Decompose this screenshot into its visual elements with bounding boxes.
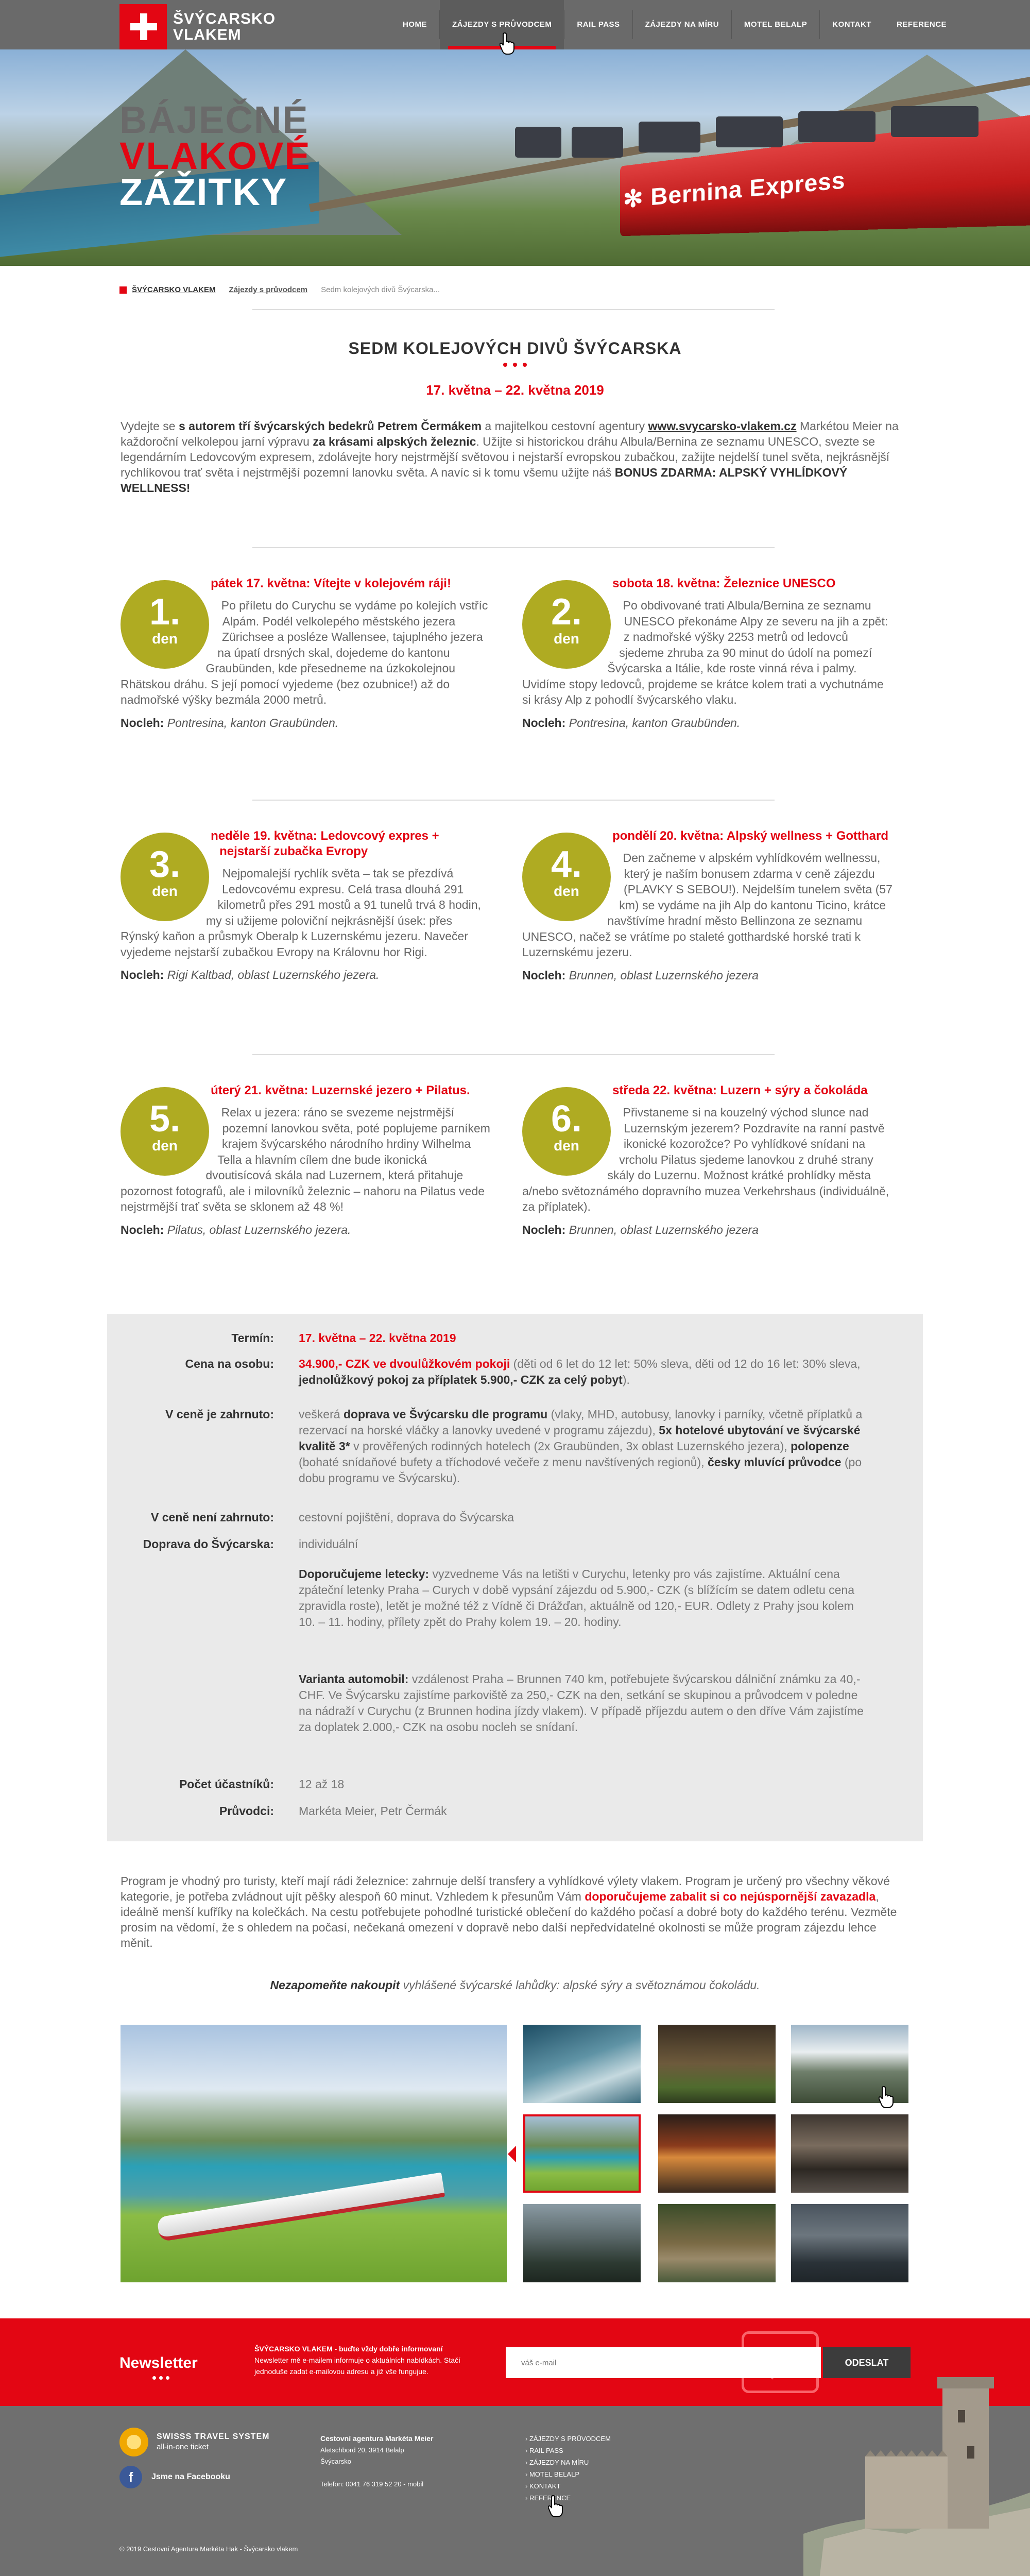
footer-link[interactable]: › ZÁJEZDY S PRŮVODCEM xyxy=(525,2433,611,2445)
logo[interactable] xyxy=(119,4,276,49)
footer-link[interactable]: › MOTEL BELALP xyxy=(525,2468,611,2480)
day-overnight: Nocleh: Brunnen, oblast Luzernského jezera xyxy=(522,968,759,982)
nav-rail-pass[interactable]: RAIL PASS xyxy=(577,20,620,29)
copyright: © 2019 Cestovní Agentura Markéta Hak - Švýcarsko vlakem xyxy=(119,2545,298,2553)
train-label: ✻ Bernina Express xyxy=(623,166,846,213)
day-block-6 xyxy=(522,1083,893,1238)
footer-link[interactable]: › ZÁJEZDY NA MÍRU xyxy=(525,2456,611,2468)
castle-image xyxy=(803,2364,1030,2576)
sun-icon xyxy=(119,2428,148,2456)
day-description: Přivstaneme si na kouzelný východ slunce nad Luzernským jezerem? Pozdravíte na ranní pastvě ikonické kozorožce? Po vyhlídkové snídani na vrcholu Pilatus sjedeme lanovkou z druhé strany skály do Luzernu. Možnost krátké prohlídky města a/nebo světoznámého dopravního muzea Verkehrshaus (individuálně, za příplatek). xyxy=(522,1106,889,1213)
day-overnight: Nocleh: Brunnen, oblast Luzernského jezera xyxy=(522,1223,759,1236)
hand-cursor-icon xyxy=(500,32,517,55)
page-title: SEDM KOLEJOVÝCH DIVŮ ŠVÝCARSKA xyxy=(348,339,682,358)
nav-contact[interactable]: KONTAKT xyxy=(832,20,872,29)
gallery-thumb-selected[interactable] xyxy=(523,2114,641,2193)
footer-address: Cestovní agentura Markéta Meier Aletschbord 20, 3914 Belalp Švýcarsko Telefon: 0041 76 319 52 20 - mobil xyxy=(320,2434,434,2488)
day-number-badge: 5. den xyxy=(121,1087,209,1176)
day-heading: středa 22. května: Luzern + sýry a čokoláda xyxy=(612,1083,868,1097)
gallery-thumb[interactable] xyxy=(791,2114,908,2193)
day-description: Po obdivované trati Albula/Bernina ze seznamu UNESCO překonáme Alpy ze severu na jih a zpět: z nadmořské výšky 2253 metrů od ledovců sjedeme zhruba za 90 minut do údolí na pomezí Švýcarska a Itálie, kde roste vinná réva i palmy. Uvidíme stopy ledovců, projdeme se krátce kolem trati a vychutnáme si krásy Alp z pohodlí švýcarského vlaku. xyxy=(522,599,888,706)
newsletter-title: Newsletter xyxy=(119,2354,198,2371)
nav-motel-belalp[interactable]: MOTEL BELALP xyxy=(744,20,808,29)
gallery-thumb[interactable] xyxy=(658,2114,776,2193)
divider xyxy=(252,800,775,801)
day-number-badge: 2. den xyxy=(522,580,611,669)
footer-link[interactable]: › RAIL PASS xyxy=(525,2445,611,2456)
breadcrumb-tours[interactable]: Zájezdy s průvodcem xyxy=(229,285,308,294)
trip-info-box xyxy=(107,1314,923,1841)
newsletter-text: ŠVÝCARSKO VLAKEM - buďte vždy dobře informovaní Newsletter mě e-mailem informuje o aktuálních nabídkách. Stačí jednoduše zadat e-mailovou adresu a již vše fungujue. xyxy=(254,2345,460,2376)
day-heading: úterý 21. května: Luzernské jezero + Pilatus. xyxy=(211,1083,470,1097)
shopping-note: Nezapomeňte nakoupit vyhlášené švýcarské lahůdky: alpské sýry a světoznámou čokoládu. xyxy=(270,1978,760,1992)
nav-guided-tours[interactable]: ZÁJEZDY S PRŮVODCEM xyxy=(440,0,564,49)
day-description: Po příletu do Curychu se vydáme po kolejích vstříc Alpám. Podél velkolepého městského jezera Zürichsee a posléze Wallensee, tajuplného jezera na úpatí drsných skal, dojedeme do kantonu Graubünden, kde přesedneme na úzkokolejnou Rhätskou dráhu. S její pomocí vyjedeme (bez ozubnice!) až do nadmořské výšky bezmála 2000 metrů. xyxy=(121,599,488,706)
breadcrumb xyxy=(119,285,440,294)
info-row-guides: Průvodci: Markéta Meier, Petr Čermák xyxy=(219,1804,447,1818)
facebook-icon: f xyxy=(119,2466,142,2488)
facebook-link[interactable]: f Jsme na Facebooku xyxy=(119,2466,230,2488)
divider xyxy=(252,309,775,310)
info-row-price: Cena na osobu: 34.900,- CZK ve dvoulůžkovém pokoji (děti od 6 let do 12 let: 50% sleva, děti od 12 do 16 let: 30% sleva, jednolůžkový pokoj za příplatek 5.900,- CZK za celý pobyt). xyxy=(185,1357,861,1386)
nav-custom-tours[interactable]: ZÁJEZDY NA MÍRU xyxy=(645,20,719,29)
flag-icon xyxy=(119,286,127,294)
day-block-3 xyxy=(121,828,491,983)
trip-notes: Program je vhodný pro turisty, kteří mají rádi železnice: zahrnuje delší transfery a vyhlídkové výlety vlakem. Program je určený pro všechny věkové kategorie, je potřeba zvládnout ujít pěšky alespoň 60 minut. Vzhledem k přesunům Vám doporučujeme zabalit si co nejúspornější zavazadla, ideálně menší kufříky na kolečkách. Na cestu potřebujete pohodlné turistické oblečení do každého počasí a dobré boty do každého terénu. Vezměte prosím na vědomí, že s ohledem na počasí, nečekaná omezení v dopravě nebo další nepředvídatelné okolnosti se může program zájezdu lehce měnit. xyxy=(121,1874,897,1950)
day-number-badge: 4. den xyxy=(522,833,611,921)
day-number-badge: 6. den xyxy=(522,1087,611,1176)
gallery-pointer-icon xyxy=(508,2146,516,2162)
title-dots xyxy=(503,363,527,367)
trip-date: 17. května – 22. května 2019 xyxy=(426,382,604,398)
divider xyxy=(252,1054,775,1055)
divider xyxy=(252,547,775,548)
hand-cursor-icon xyxy=(548,2495,565,2517)
info-row-not-included: V ceně není zahrnuto: cestovní pojištění, doprava do Švýcarska xyxy=(151,1511,514,1524)
day-block-1 xyxy=(121,576,491,731)
day-overnight: Nocleh: Pilatus, oblast Luzernského jezera. xyxy=(121,1223,351,1236)
newsletter-email-input[interactable] xyxy=(506,2347,821,2378)
day-description: Relax u jezera: ráno se svezeme nejstrmější pozemní lanovkou světa, poté poplujeme parníkem krajem švýcarského národního hrdiny Wilhelma Tella a hlavním cílem dne bude ikonická dvoutisícová skála nad Luzernem, která přitahuje pozornost fotografů, ale i milovníků železnic – nahoru na Pilatus vede nejstrmější trať světa se sklonem až 48 %! xyxy=(121,1106,490,1213)
day-overnight: Nocleh: Rigi Kaltbad, oblast Luzernského jezera. xyxy=(121,968,380,981)
gallery-thumb[interactable] xyxy=(523,2025,641,2103)
gallery-thumb[interactable] xyxy=(523,2204,641,2282)
nav-reference[interactable]: REFERENCE xyxy=(897,20,947,29)
day-overnight: Nocleh: Pontresina, kanton Graubünden. xyxy=(522,716,741,730)
day-block-4 xyxy=(522,828,893,983)
footer-link[interactable]: › KONTAKT xyxy=(525,2480,611,2492)
newsletter-dots xyxy=(152,2376,169,2380)
gallery-thumb[interactable] xyxy=(658,2025,776,2103)
info-row-flight: Doporučujeme letecky: vyzvedneme Vás na letišti v Curychu, letenky pro vás zajistíme. Aktuální cena zpáteční letenky Praha – Curych v době vypsání zájezdu od 5.900,- CZK (s blížícím se datem odletu cena zpravidla roste), letět je možné též z Vídně či Drážďan, aktuálně od 120,- EUR. Odlety z Prahy jsou kolem 10. – 11. hodiny, přílety zpět do Prahy kolem 19. – 20. hodiny. xyxy=(299,1567,855,1629)
nav-home[interactable]: HOME xyxy=(403,20,427,29)
main-nav xyxy=(390,0,959,49)
day-block-5 xyxy=(121,1083,491,1238)
day-heading: pondělí 20. května: Alpský wellness + Gotthard xyxy=(612,829,889,843)
footer-links xyxy=(525,2433,611,2504)
info-row-included: V ceně je zahrnuto: veškerá doprava ve Švýcarsku dle programu (vlaky, MHD, autobusy, lanovky i parníky, včetně příplatků a rezervací na horské vláčky a lanovky uvedené v programu zájezdu), 5x hotelové ubytování ve švýcarské kvalitě 3* v prověřených rodinných hotelech (2x Graubünden, 3x oblast Luzernského jezera), polopenze (bohaté snídaňové bufety a tříchodové večeře z menu navštívených regionů), česky mluvící průvodce (po dobu programu ve Švýcarsku). xyxy=(165,1408,863,1485)
footer-link[interactable]: › REFERENCE xyxy=(525,2492,611,2504)
day-block-2 xyxy=(522,576,893,731)
gallery-main-image[interactable] xyxy=(121,2025,507,2282)
trip-intro: Vydejte se s autorem tří švýcarských bedekrů Petrem Čermákem a majitelkou cestovní agentury www.svycarsko-vlakem.cz Markétou Meier na každoroční velkolepou jarní výpravu za krásami alpských železnic. Užijte si historickou dráhu Albula/Bernina ze seznamu UNESCO, svezte se legendárním Ledovcovým expresem, zdolávejte hory nejstrmější světovou i nejstarší evropskou zubačkou, zažijte nejdelší tunel světa, nejkrásnější rychlíkovou trať světa i nejstrmější pozemní lanovku světa. A navíc si k tomu všemu užijte náš BONUS ZDARMA: ALPSKÝ VYHLÍDKOVÝ WELLNESS! xyxy=(121,419,899,495)
hand-cursor-icon xyxy=(879,2086,896,2108)
info-row-term: Termín: 17. května – 22. května 2019 xyxy=(231,1331,456,1345)
day-heading: pátek 17. května: Vítejte v kolejovém ráji! xyxy=(211,577,451,590)
day-heading: sobota 18. května: Železnice UNESCO xyxy=(612,577,836,590)
logo-text: ŠVÝCARSKO VLAKEM xyxy=(173,10,276,43)
info-row-participants: Počet účastníků: 12 až 18 xyxy=(179,1777,345,1791)
gallery-thumb[interactable] xyxy=(791,2204,908,2282)
day-description: Nejpomalejší rychlík světa – tak se přezdívá Ledovcovému expresu. Celá trasa dlouhá 291 kilometrů přes 291 mostů a 91 tunelů trvá 8 hodin, my si užijeme poloviční nejkrásnější úsek: přes Rýnský kaňon a průsmyk Oberalp k Luzernskému jezeru. Navečer vyjedeme nejstarší zubačkou Evropy na Královnu hor Rigi. xyxy=(121,867,481,959)
swiss-travel-system-logo[interactable]: SWISSS TRAVEL SYSTEM all-in-one ticket xyxy=(119,2428,269,2456)
hero-title: BÁJEČNÉ VLAKOVÉ ZÁŽITKY xyxy=(119,98,311,213)
day-overnight: Nocleh: Pontresina, kanton Graubünden. xyxy=(121,716,339,730)
hero-banner xyxy=(0,49,1030,266)
day-number-badge: 3. den xyxy=(121,833,209,921)
gallery-thumb[interactable] xyxy=(658,2204,776,2282)
breadcrumb-current: Sedm kolejových divů Švýcarska... xyxy=(321,285,440,294)
swiss-flag-icon xyxy=(119,4,167,49)
breadcrumb-home[interactable]: ŠVÝCARSKO VLAKEM xyxy=(132,285,216,294)
day-description: Den začneme v alpském vyhlídkovém wellnessu, který je naším bonusem zdarma v ceně zájezdu (PLAVKY S SEBOU!). Nejdelším tunelem světa (57 km) se vydáme na jih Alp do kantonu Ticino, krátce navštívíme hradní město Bellinzona ze seznamu UNESCO, načež se vrátíme po staleté gotthardské horské trati k Luzernskému jezeru. xyxy=(522,851,892,959)
day-number-badge: 1. den xyxy=(121,580,209,669)
day-heading: neděle 19. května: Ledovcový expres + nejstarší zubačka Evropy xyxy=(211,829,439,858)
info-row-car: Varianta automobil: vzdálenost Praha – Brunnen 740 km, potřebujete švýcarskou dálniční známku za 40,- CHF. Ve Švýcarsku zajistíme parkoviště za 250,- CZK na den, setkání se skupinou a průvodcem v poledne na nádraží v Curychu (z Brunnen hodina jízdy vlakem). V případě příjezdu autem o den dříve Vám zajistíme za doplatek 2.000,- CZK na osobu nocleh se snídaní. xyxy=(299,1672,864,1734)
newsletter-submit-button[interactable]: ODESLAT xyxy=(823,2347,911,2378)
info-row-transport: Doprava do Švýcarska: individuální xyxy=(143,1537,358,1551)
